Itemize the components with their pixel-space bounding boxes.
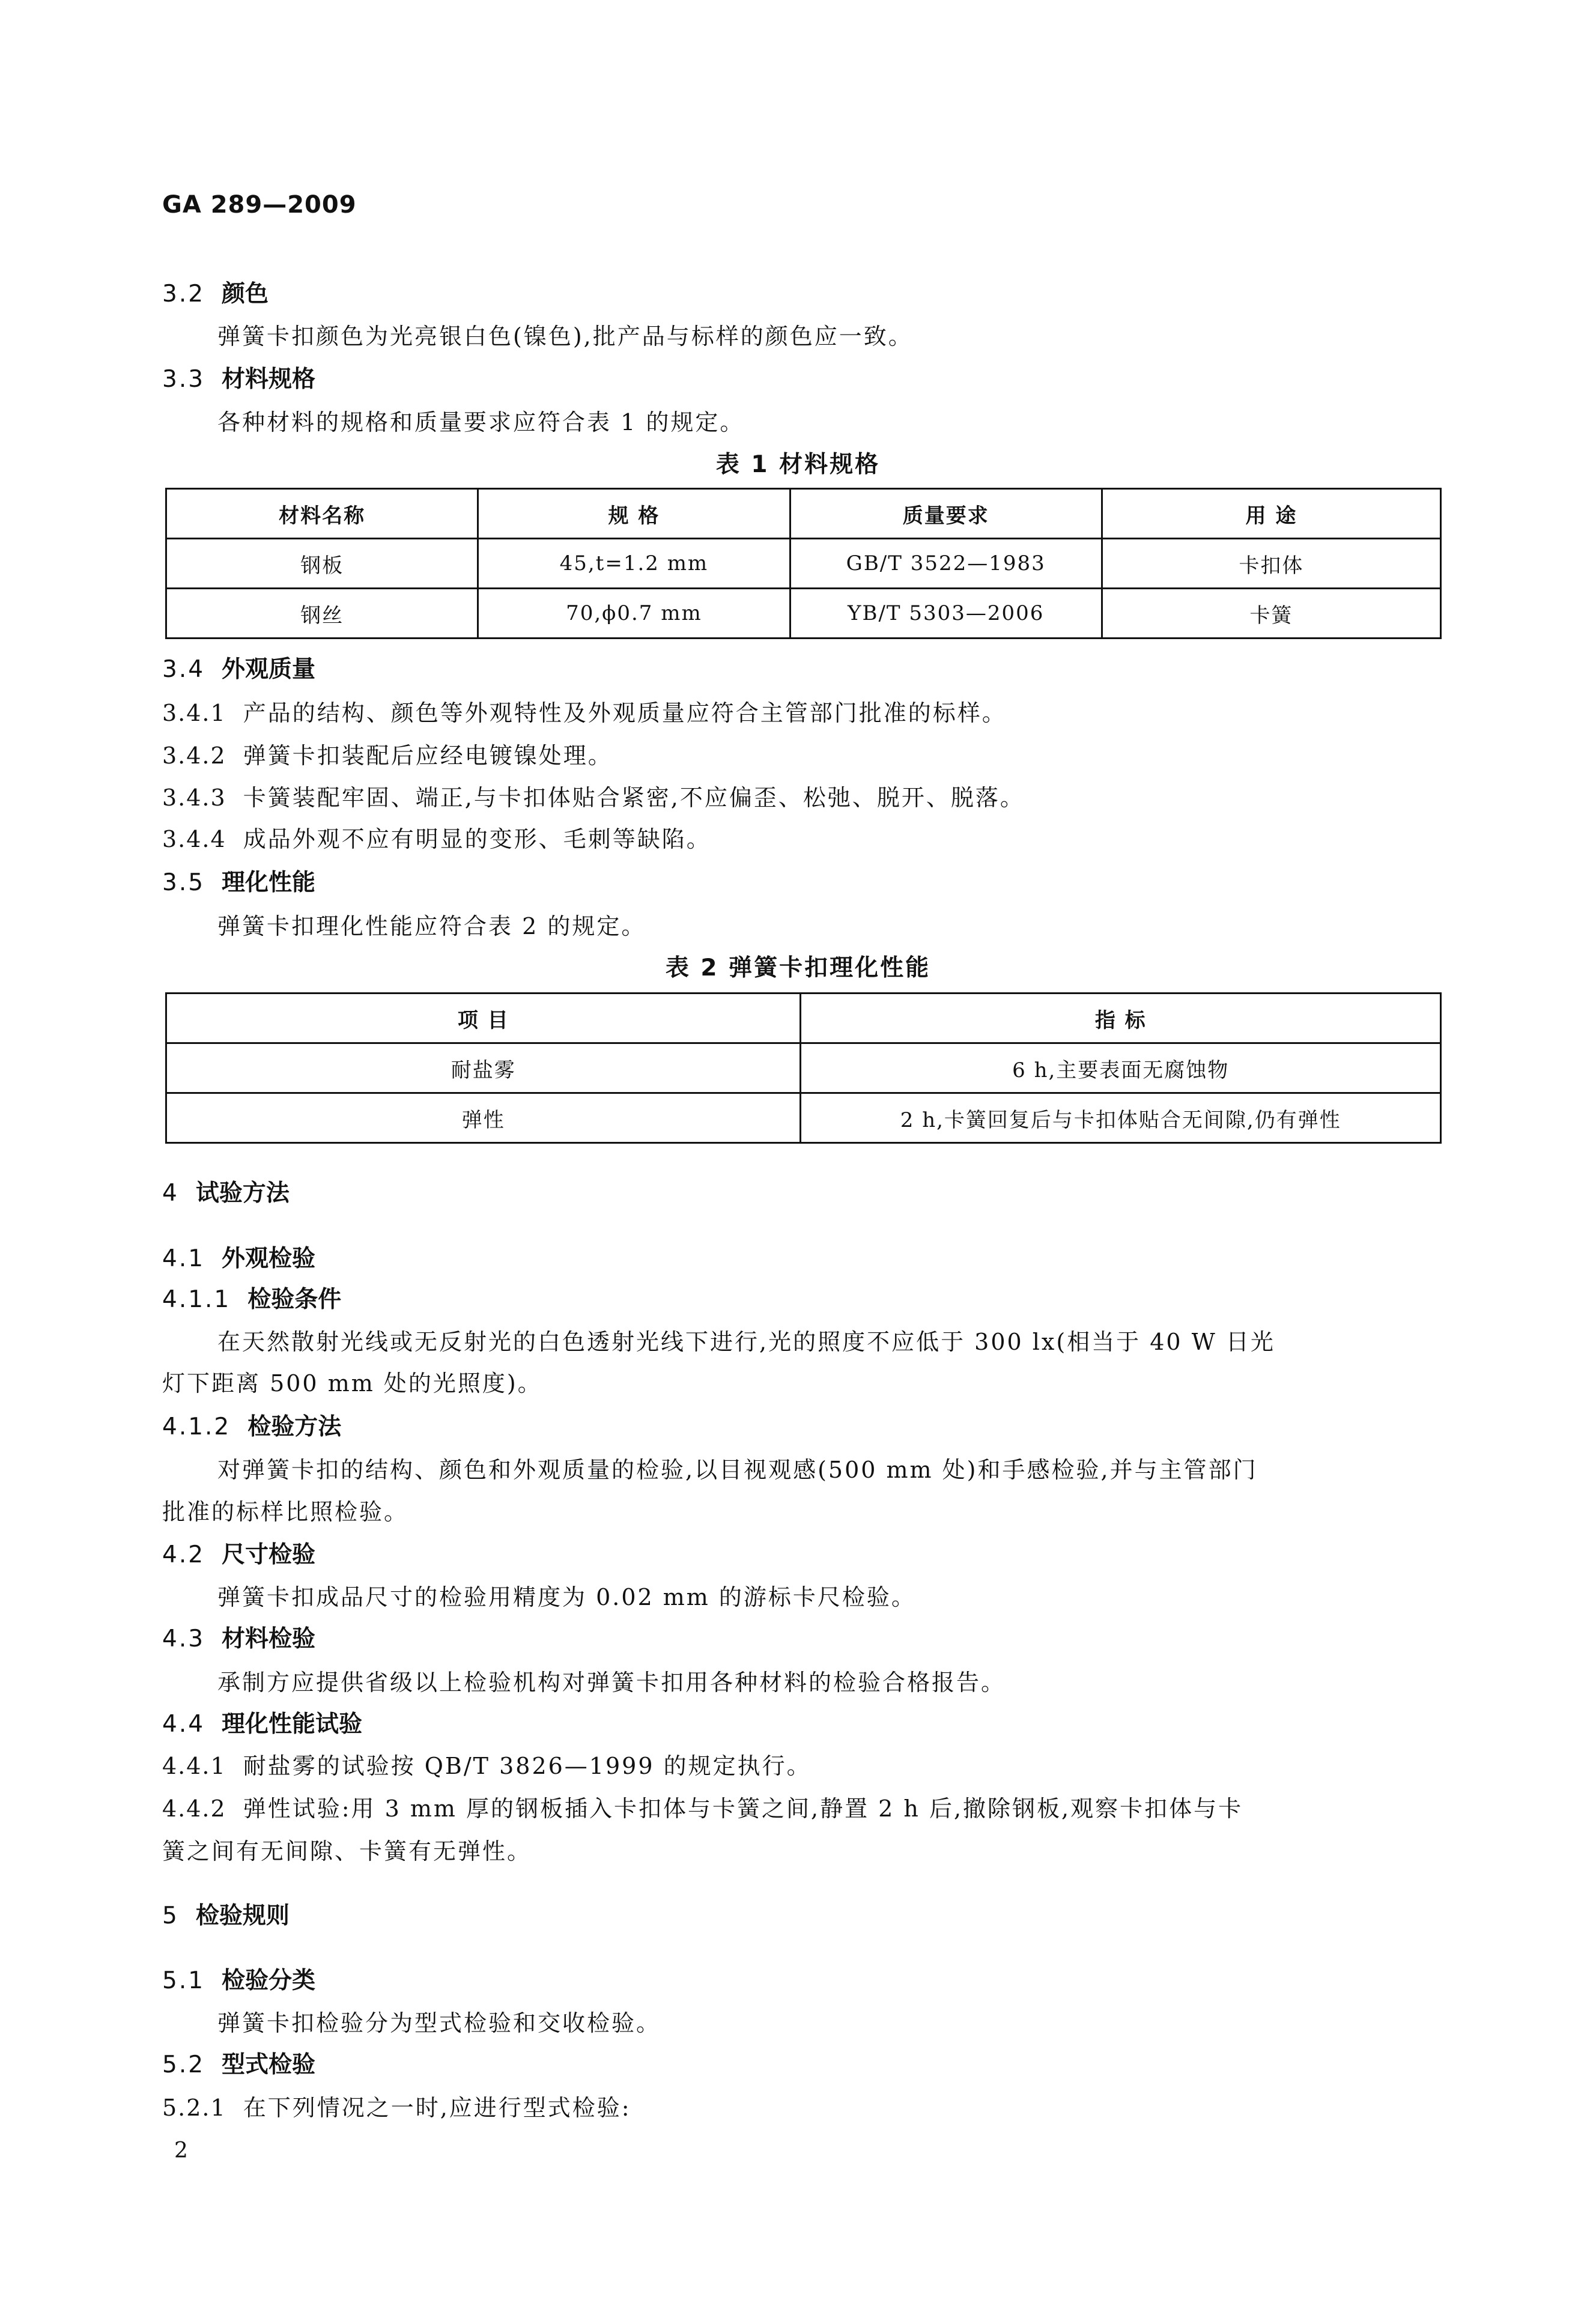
chapter-number: 5	[162, 1902, 179, 1929]
section-4-1-1-line-1: 在天然散射光线或无反射光的白色透射光线下进行,光的照度不应低于 300 lx(相当于 40 W 日光	[217, 1329, 1275, 1355]
section-number: 4.2	[162, 1541, 205, 1568]
table-header-row	[166, 489, 1441, 539]
section-3-5-text: 弹簧卡扣理化性能应符合表 2 的规定。	[217, 913, 646, 939]
section-number: 4.1	[162, 1245, 205, 1272]
table-1-caption: 表 1 材料规格	[715, 451, 881, 478]
table-cell: 弹性	[166, 1093, 801, 1143]
clause-text: 卡簧装配牢固、端正,与卡扣体贴合紧密,不应偏歪、松弛、脱开、脱落。	[243, 784, 1025, 811]
section-4-2-heading	[162, 1536, 315, 1570]
section-number: 3.5	[162, 869, 205, 896]
table-1	[165, 488, 1442, 639]
clause-number: 5.2.1	[162, 2095, 226, 2121]
chapter-title: 试验方法	[195, 1180, 290, 1207]
section-number: 4.3	[162, 1625, 205, 1652]
table-cell: 钢丝	[166, 589, 478, 639]
section-4-1-1-line-2: 灯下距离 500 mm 处的光照度)。	[162, 1370, 542, 1397]
table-cell: 45,t=1.2 mm	[478, 539, 790, 589]
section-title: 检验方法	[247, 1413, 342, 1440]
section-4-3-heading	[162, 1620, 315, 1654]
table-cell: 钢板	[166, 539, 478, 589]
clause-3-4-1	[162, 694, 1007, 727]
clause-text: 成品外观不应有明显的变形、毛刺等缺陷。	[243, 826, 711, 852]
section-4-1-2-line-1: 对弹簧卡扣的结构、颜色和外观质量的检验,以目视观感(500 mm 处)和手感检验,并与主管部门	[217, 1457, 1258, 1483]
section-4-1-heading	[162, 1240, 315, 1273]
section-3-3-text: 各种材料的规格和质量要求应符合表 1 的规定。	[217, 409, 745, 435]
section-4-1-2-line-2: 批准的标样比照检验。	[162, 1499, 409, 1525]
section-3-5-heading	[162, 864, 315, 897]
clause-4-4-2-line-2: 簧之间有无间隙、卡簧有无弹性。	[162, 1838, 532, 1864]
section-number: 4.4	[162, 1711, 205, 1738]
section-number: 3.2	[162, 281, 205, 308]
table-header-cell: 规 格	[478, 489, 790, 539]
table-cell: 6 h,主要表面无腐蚀物	[801, 1043, 1441, 1093]
clause-3-4-3	[162, 779, 1025, 812]
clause-3-4-2	[162, 737, 613, 770]
section-3-2-heading	[162, 275, 269, 309]
section-title: 检验条件	[247, 1286, 342, 1313]
section-3-4-heading	[162, 651, 315, 684]
chapter-4-heading	[162, 1174, 290, 1208]
section-5-1-heading	[162, 1962, 315, 1995]
section-5-1-text: 弹簧卡扣检验分为型式检验和交收检验。	[217, 2010, 661, 2036]
section-number: 5.2	[162, 2051, 205, 2078]
section-number: 5.1	[162, 1967, 205, 1994]
clause-text: 产品的结构、颜色等外观特性及外观质量应符合主管部门批准的标样。	[243, 700, 1007, 726]
table-cell: GB/T 3522—1983	[790, 539, 1102, 589]
section-title: 颜色	[222, 281, 269, 308]
table-cell: 耐盐雾	[166, 1043, 801, 1093]
table-cell: 卡扣体	[1102, 539, 1440, 589]
clause-4-4-1	[162, 1747, 812, 1780]
chapter-number: 4	[162, 1180, 179, 1207]
table-row	[166, 539, 1441, 589]
page-number: 2	[174, 2138, 188, 2163]
section-title: 材料检验	[222, 1625, 316, 1652]
table-cell: 2 h,卡簧回复后与卡扣体贴合无间隙,仍有弹性	[801, 1093, 1441, 1143]
clause-4-4-2-line-1	[162, 1790, 1243, 1823]
section-number: 3.3	[162, 366, 205, 393]
table-header-cell: 用 途	[1102, 489, 1440, 539]
clause-number: 3.4.4	[162, 826, 226, 852]
clause-3-4-4	[162, 821, 711, 854]
clause-number: 3.4.1	[162, 700, 226, 726]
section-title: 型式检验	[222, 2051, 316, 2078]
section-number: 3.4	[162, 656, 205, 683]
clause-number: 3.4.2	[162, 742, 226, 769]
chapter-5-heading	[162, 1897, 290, 1931]
section-5-2-heading	[162, 2046, 315, 2080]
section-title: 外观质量	[222, 656, 316, 683]
table-header-cell: 项 目	[166, 994, 801, 1043]
table-cell: YB/T 5303—2006	[790, 589, 1102, 639]
section-4-2-text: 弹簧卡扣成品尺寸的检验用精度为 0.02 mm 的游标卡尺检验。	[217, 1584, 916, 1610]
table-header-cell: 质量要求	[790, 489, 1102, 539]
section-title: 尺寸检验	[222, 1541, 316, 1568]
clause-text: 耐盐雾的试验按 QB/T 3826—1999 的规定执行。	[243, 1753, 812, 1779]
table-header-cell: 材料名称	[166, 489, 478, 539]
table-row	[166, 589, 1441, 639]
section-title: 外观检验	[222, 1245, 316, 1272]
table-header-cell: 指 标	[801, 994, 1441, 1043]
section-3-3-heading	[162, 360, 315, 394]
section-3-2-text: 弹簧卡扣颜色为光亮银白色(镍色),批产品与标样的颜色应一致。	[217, 323, 913, 350]
table-2	[165, 992, 1442, 1144]
clause-number: 4.4.1	[162, 1753, 226, 1779]
chapter-title: 检验规则	[195, 1902, 290, 1929]
clause-5-2-1	[162, 2089, 631, 2122]
section-title: 理化性能	[222, 869, 316, 896]
table-row	[166, 1093, 1441, 1143]
table-cell: 卡簧	[1102, 589, 1440, 639]
table-row	[166, 1043, 1441, 1093]
clause-number: 4.4.2	[162, 1795, 226, 1822]
section-title: 理化性能试验	[222, 1711, 363, 1738]
section-number: 4.1.1	[162, 1286, 231, 1313]
section-4-1-2-heading	[162, 1408, 341, 1442]
clause-text: 在下列情况之一时,应进行型式检验:	[243, 2095, 631, 2121]
section-title: 检验分类	[222, 1967, 316, 1994]
clause-text: 弹簧卡扣装配后应经电镀镍处理。	[243, 742, 613, 769]
section-4-1-1-heading	[162, 1281, 341, 1314]
table-2-caption: 表 2 弹簧卡扣理化性能	[665, 954, 931, 982]
section-title: 材料规格	[222, 366, 316, 393]
section-number: 4.1.2	[162, 1413, 231, 1440]
clause-number: 3.4.3	[162, 784, 226, 811]
table-header-row	[166, 994, 1441, 1043]
section-4-3-text: 承制方应提供省级以上检验机构对弹簧卡扣用各种材料的检验合格报告。	[217, 1669, 1006, 1696]
section-4-4-heading	[162, 1705, 362, 1739]
table-cell: 70,ϕ0.7 mm	[478, 589, 790, 639]
clause-text: 弹性试验:用 3 mm 厚的钢板插入卡扣体与卡簧之间,静置 2 h 后,撤除钢板,观察卡扣体与卡	[243, 1795, 1243, 1822]
standard-code: GA 289—2009	[162, 191, 357, 219]
